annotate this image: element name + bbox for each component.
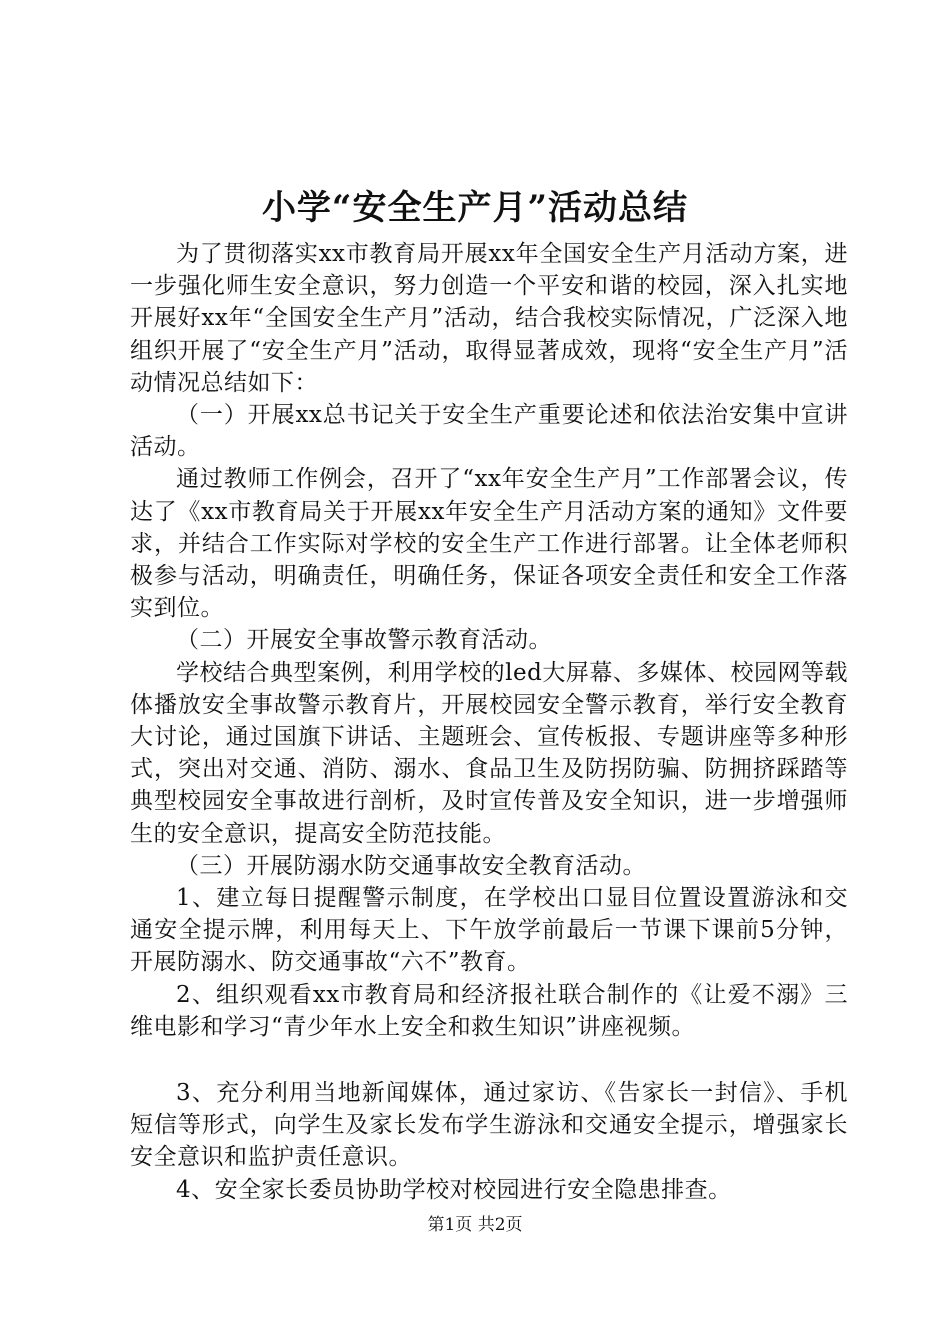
- intro-paragraph: 为了贯彻落实xx市教育局开展xx年全国安全生产月活动方案，进一步强化师生安全意识，努力创造一个平安和谐的校园，深入扎实地开展好xx年“全国安全生产月”活动，结合我校实际情况，广泛深入地组织开展了“安全生产月”活动，取得显著成效，现将“安全生产月”活动情况总结如下：: [130, 241, 848, 396]
- list-item-2: 2、组织观看xx市教育局和经济报社联合制作的《让爱不溺》三维电影和学习“青少年水上安全和救生知识”讲座视频。: [130, 981, 848, 1040]
- section-heading-3: （三）开展防溺水防交通事故安全教育活动。: [176, 852, 646, 879]
- section-2-paragraph: 学校结合典型案例，利用学校的led大屏幕、多媒体、校园网等载体播放安全事故警示教育片，开展校园安全警示教育，举行安全教育大讨论，通过国旗下讲话、主题班会、宣传板报、专题讲座等多种形式，突出对交通、消防、溺水、食品卫生及防拐防骗、防拥挤踩踏等典型校园安全事故进行剖析，及时宣传普及安全知识，进一步增强师生的安全意识，提高安全防范技能。: [130, 659, 848, 847]
- page-number-footer: 第1页 共2页: [427, 1215, 523, 1235]
- list-item-4: 4、安全家长委员协助学校对校园进行安全隐患排查。: [176, 1176, 732, 1203]
- document-title: 小学“安全生产月”活动总结: [261, 188, 689, 228]
- document-body: [130, 238, 848, 1206]
- paragraph-gap: [130, 1043, 848, 1077]
- list-item-1: 1、建立每日提醒警示制度，在学校出口显目位置设置游泳和交通安全提示牌，利用每天上、下午放学前最后一节课下课前5分钟，开展防溺水、防交通事故“六不”教育。: [130, 885, 848, 976]
- list-item-3: 3、充分利用当地新闻媒体，通过家访、《告家长一封信》、手机短信等形式，向学生及家长发布学生游泳和交通安全提示，增强家长安全意识和监护责任意识。: [130, 1080, 848, 1171]
- section-1-paragraph: 通过教师工作例会，召开了“xx年安全生产月”工作部署会议，传达了《xx市教育局关于开展xx年安全生产月活动方案的通知》文件要求，并结合工作实际对学校的安全生产工作进行部署。让全体老师积极参与活动，明确责任，明确任务，保证各项安全责任和安全工作落实到位。: [130, 466, 848, 622]
- section-heading-1: （一）开展xx总书记关于安全生产重要论述和依法治安集中宣讲活动。: [130, 402, 848, 461]
- section-heading-2: （二）开展安全事故警示教育活动。: [176, 627, 552, 654]
